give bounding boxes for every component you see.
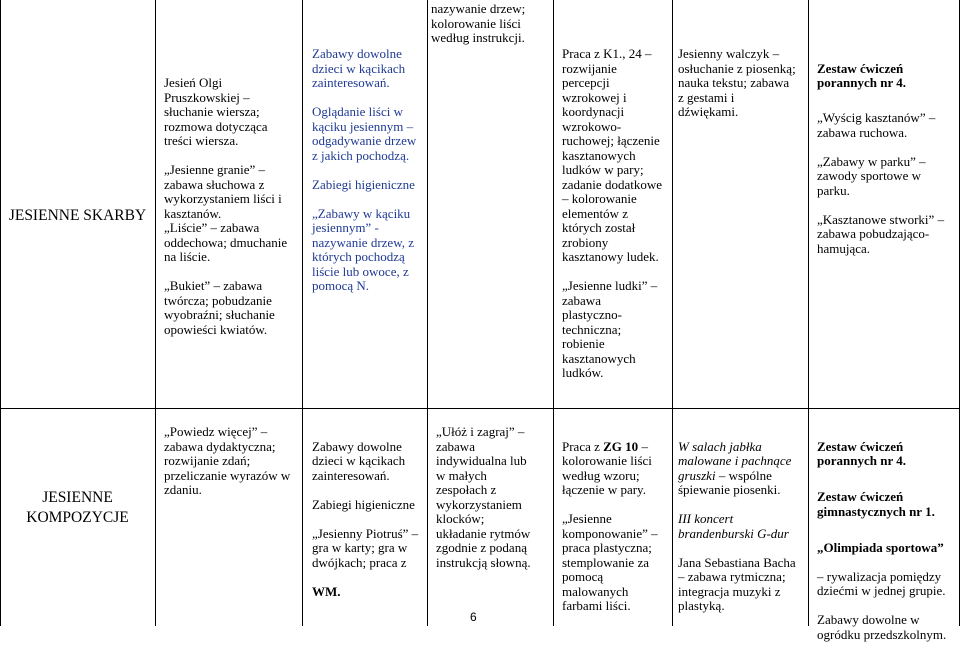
row-1-col-1: [164, 47, 299, 337]
col-text: Praca z: [562, 438, 604, 454]
grid-line: [553, 0, 554, 626]
song-title: W salach jabłka malowane i pachnące gruszki: [678, 438, 792, 483]
row-1-col-2: Zabawy dowolne dzieci w kącikach zainteresowań. Oglądanie liści w kąciku jesiennym – odgadywanie drzew z jakich pochodzą. Zabiegi higieniczne „Zabawy w kąciku jesiennym” - nazywanie drzew, z których pochodzą liście lub owoce, z pomocą N.: [312, 46, 417, 293]
exercise-set-heading: Zestaw ćwiczeń porannych nr 4.: [817, 60, 906, 90]
exercise-set-heading: Zestaw ćwiczeń porannych nr 4.: [817, 438, 906, 468]
row-divider: [0, 408, 960, 409]
col-text: kolorowanie liści według wzoru; łączenie w pary. „Jesienne komponowanie” – praca plastyczna; stemplowanie za pomocą malowanych farbami liści.: [562, 453, 658, 613]
row-2-col-5: [678, 425, 806, 614]
grid-line: [155, 0, 156, 626]
activity-title: „Olimpiada sportowa”: [817, 539, 944, 555]
concert-title: III koncert brandenburski G-dur: [678, 511, 789, 541]
col-text: –: [638, 438, 648, 454]
grid-line: [427, 0, 428, 626]
row-2-col-3: „Ułóż i zagraj” – zabawa indywidualna lub w małych zespołach z wykorzystaniem klocków; układanie rytmów zgodnie z podaną instrukcją słowną.: [436, 424, 531, 570]
row-2-col-6: [817, 425, 957, 657]
col-text: Jesień Olgi Pruszkowskiej – słuchanie wiersza; rozmowa dotycząca treści wiersza. „Jesienne granie” – zabawa słuchowa z wykorzystaniem liści i kasztanów. „Liście” – zabawa oddechowa; dmuchanie na liście. „Bukiet” – zabawa twórcza; pobudzanie wyobraźni; słuchanie opowieści kwiatów.: [164, 75, 288, 337]
row-1-col-5: Jesienny walczyk – osłuchanie z piosenką; nauka tekstu; zabawa z gestami i dźwiękami.: [678, 46, 796, 119]
grid-line: [808, 0, 809, 626]
grid-line: [302, 0, 303, 626]
grid-line: [0, 0, 1, 626]
col-text: – rywalizacja pomiędzy dziećmi w jednej grupie. Zabawy dowolne w ogródku przedszkolnym.: [817, 568, 947, 642]
row-1-col-6: [817, 47, 957, 271]
col-text: Jana Sebastiana Bacha – zabawa rytmiczna; integracja muzyki z plastyką.: [678, 554, 796, 613]
row-2-col-4: [562, 425, 670, 628]
grid-line: [672, 0, 673, 626]
col-text: – wspólne śpiewanie piosenki.: [678, 467, 781, 497]
row-2-col-2: [312, 425, 424, 599]
row-title: JESIENNE KOMPOZYCJE: [26, 489, 129, 526]
row-title: JESIENNE SKARBY: [8, 207, 147, 224]
row-2-col-1: „Powiedz więcej” – zabawa dydaktyczna; rozwijanie zdań; przeliczanie wyrazów w zdaniu.: [164, 424, 291, 497]
exercise-set-heading: Zestaw ćwiczeń gimnastycznych nr 1.: [817, 489, 935, 519]
col-text: „Wyścig kasztanów” – zabawa ruchowa. „Zabawy w parku” – zawody sportowe w parku. „Kasztanowe stworki” – zabawa pobudzająco- hamująca.: [817, 110, 945, 256]
col-text-bold: WM.: [312, 583, 341, 599]
page-number: 6: [470, 610, 477, 624]
col-text-bold: ZG 10: [603, 438, 639, 454]
row-1-col-4: Praca z K1., 24 – rozwijanie percepcji wzrokowej i koordynacji wzrokowo- ruchowej; łączenie kasztanowych ludków w pary; zadanie dodatkowe – kolorowanie elementów z których został zrobiony kasztanowy ludek. „Jesienne ludki” – zabawa plastyczno- techniczna; robienie kasztanowych ludków.: [562, 46, 662, 380]
row-1-col-3: nazywanie drzew; kolorowanie liści według instrukcji.: [431, 1, 526, 45]
col-text: Zabawy dowolne dzieci w kącikach zainteresowań. Zabiegi higieniczne „Jesienny Piotruś” – gra w karty; gra w dwójkach; praca z: [312, 438, 419, 570]
